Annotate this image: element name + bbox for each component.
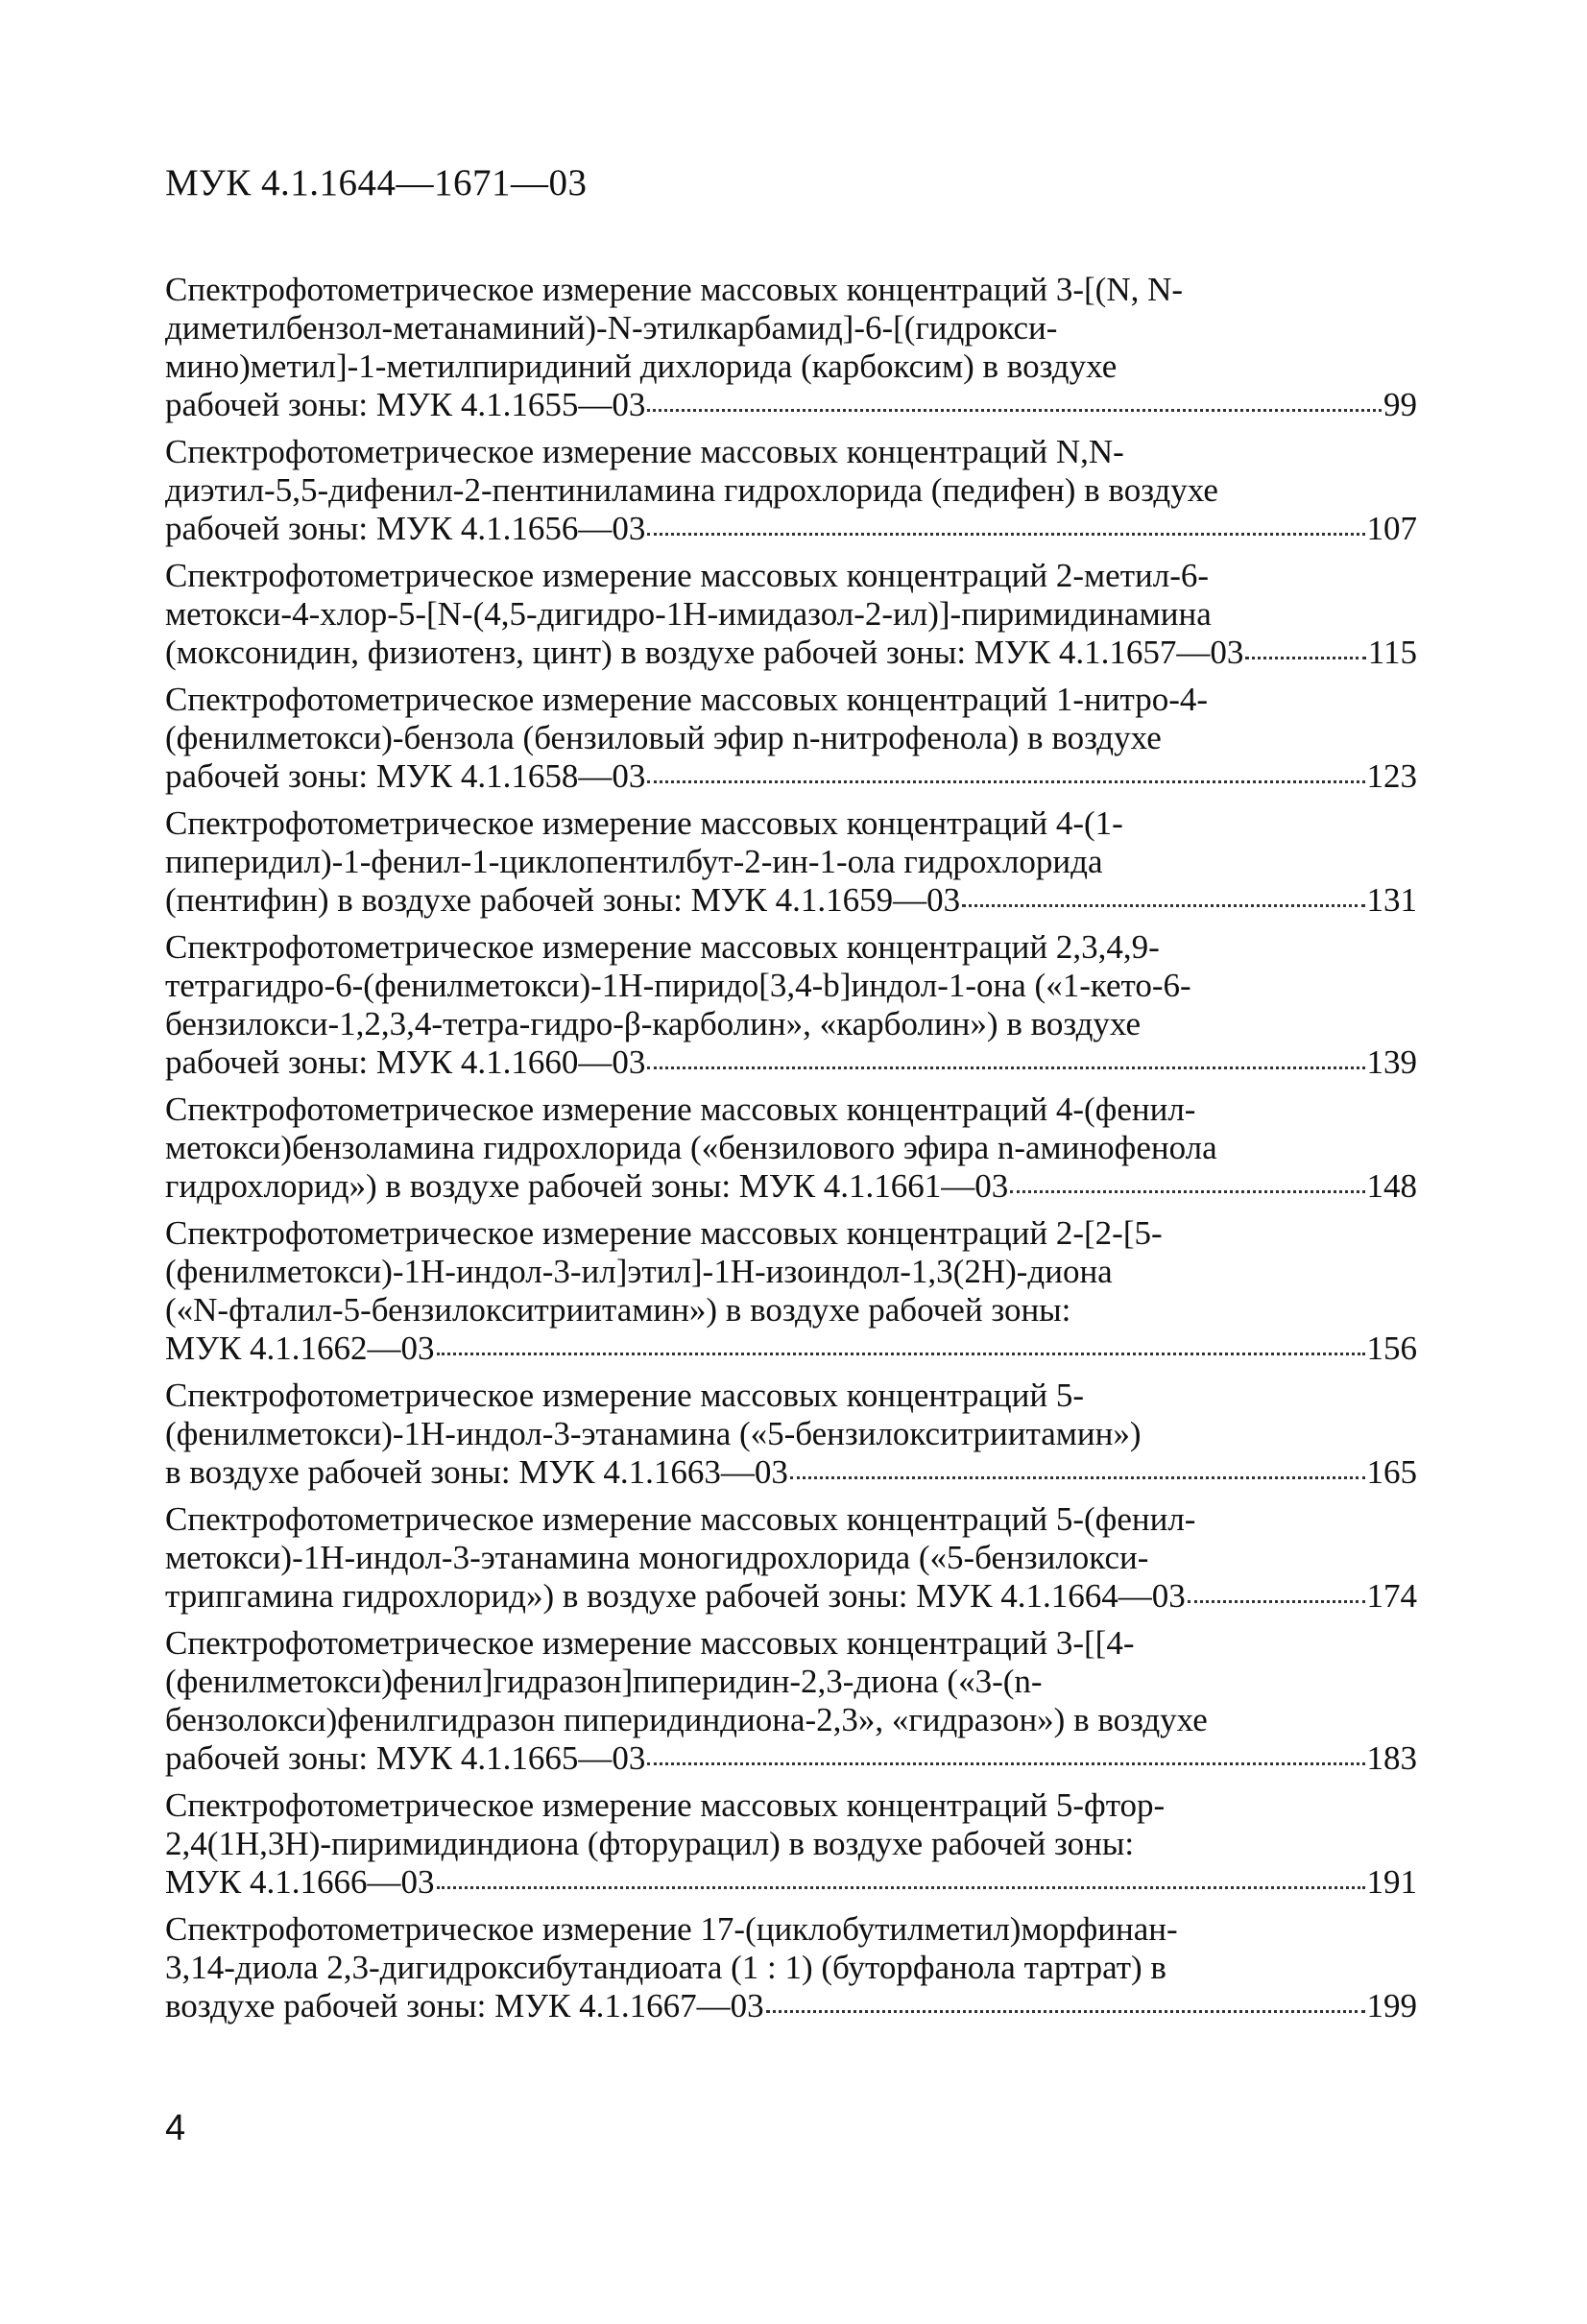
dot-leader [647,780,1364,783]
toc-entry-reference: рабочей зоны: МУК 4.1.1665—03 [165,1739,646,1777]
toc-entry-line: метокси-4-хлор-5-[N-(4,5-дигидро-1Н-имидазол-2-ил)]-пиримидинамина [165,595,1212,633]
toc-entry [165,1624,1417,1778]
toc-entry [165,1214,1417,1368]
dot-leader [647,409,1382,412]
dot-leader [1010,1190,1364,1193]
toc-entry-line: Спектрофотометрическое измерение массовых концентраций 2,3,4,9- [165,928,1160,966]
toc-entry-reference: рабочей зоны: МУК 4.1.1658—03 [165,757,646,795]
toc-page-number: 174 [1366,1577,1417,1615]
toc-entry-reference: гидрохлорид») в воздухе рабочей зоны: МУК 4.1.1661—03 [165,1167,1009,1205]
toc-entry-last-line [165,1330,1417,1368]
dot-leader [1188,1600,1365,1603]
toc-entry [165,928,1417,1082]
toc-entry-line: Спектрофотометрическое измерение массовых концентраций 4-(фенил- [165,1090,1196,1128]
toc-entry-line: мино)метил]-1-метилпиридиний дихлорида (карбоксим) в воздухе [165,347,1118,385]
table-of-contents [165,271,1417,2034]
toc-entry-last-line [165,386,1417,424]
toc-page-number: 99 [1383,386,1417,423]
toc-page-number: 191 [1366,1863,1417,1901]
toc-entry-line: Спектрофотометрическое измерение массовых концентраций 1-нитро-4- [165,681,1209,718]
toc-entry [165,1090,1417,1206]
toc-entry [165,1377,1417,1492]
dot-leader [790,1476,1365,1479]
toc-entry-line: Спектрофотометрическое измерение 17-(циклобутилметил)морфинан- [165,1910,1178,1948]
toc-entry-last-line [165,510,1417,548]
toc-entry-last-line [165,634,1417,672]
dot-leader [437,1353,1365,1355]
toc-entry-last-line [165,1987,1417,2025]
toc-entry-last-line [165,1043,1417,1082]
toc-entry-reference: рабочей зоны: МУК 4.1.1656—03 [165,510,646,547]
toc-entry-line: пиперидил)-1-фенил-1-циклопентилбут-2-ин-1-ола гидрохлорида [165,843,1103,880]
toc-page-number: 165 [1366,1453,1417,1491]
toc-entry-last-line [165,881,1417,920]
dot-leader [437,1886,1365,1889]
toc-entry-last-line [165,757,1417,796]
page-number: 4 [165,2108,186,2148]
toc-page-number: 131 [1366,881,1417,919]
toc-entry [165,1786,1417,1902]
toc-entry-reference: рабочей зоны: МУК 4.1.1655—03 [165,386,646,423]
toc-entry-reference: воздухе рабочей зоны: МУК 4.1.1667—03 [165,1987,764,2025]
toc-entry [165,804,1417,920]
toc-entry-last-line [165,1739,1417,1778]
toc-entry [165,1500,1417,1616]
toc-entry-line: Спектрофотометрическое измерение массовых концентраций 2-[2-[5- [165,1214,1163,1252]
running-header: МУК 4.1.1644—1671—03 [165,162,588,204]
toc-entry-line: (фенилметокси)-бензола (бензиловый эфир n-нитрофенола) в воздухе [165,719,1162,756]
toc-entry-line: Спектрофотометрическое измерение массовых концентраций 4-(1- [165,804,1123,842]
toc-entry-line: метокси)бензоламина гидрохлорида («бензилового эфира n-аминофенола [165,1129,1217,1166]
toc-entry [165,1910,1417,2025]
toc-entry-line: бензилокси-1,2,3,4-тетра-гидро-β-карболин», «карболин») в воздухе [165,1005,1142,1042]
toc-page-number: 148 [1366,1167,1417,1205]
toc-entry-line: диметилбензол-метанаминий)-N-этилкарбамид]-6-[(гидрокси- [165,309,1058,347]
toc-entry-line: Спектрофотометрическое измерение массовых концентраций 2-метил-6- [165,557,1209,594]
toc-entry-line: Спектрофотометрическое измерение массовых концентраций 5-(фенил- [165,1500,1196,1538]
dot-leader [1245,657,1365,659]
toc-entry-reference: рабочей зоны: МУК 4.1.1660—03 [165,1043,646,1081]
toc-page-number: 183 [1366,1739,1417,1777]
dot-leader [647,533,1364,536]
toc-page-number: 139 [1366,1043,1417,1081]
toc-entry [165,681,1417,796]
toc-entry-line: бензолокси)фенилгидразон пиперидиндиона-2,3», «гидразон») в воздухе [165,1701,1208,1738]
toc-entry-line: (фенилметокси)-1Н-индол-3-ил]этил]-1Н-изоиндол-1,3(2Н)-диона [165,1253,1113,1290]
toc-entry-reference: в воздухе рабочей зоны: МУК 4.1.1663—03 [165,1453,788,1491]
toc-entry-line: Спектрофотометрическое измерение массовых концентраций 3-[(N, N- [165,271,1184,308]
toc-entry-reference: (пентифин) в воздухе рабочей зоны: МУК 4.1.1659—03 [165,881,961,919]
dot-leader [647,1762,1364,1765]
toc-entry-line: Спектрофотометрическое измерение массовых концентраций N,N- [165,433,1124,470]
toc-page-number: 156 [1366,1330,1417,1367]
toc-entry [165,557,1417,672]
toc-entry-reference: (моксонидин, физиотенз, цинт) в воздухе рабочей зоны: МУК 4.1.1657—03 [165,634,1244,671]
toc-entry-line: 2,4(1Н,3Н)-пиримидиндиона (фторурацил) в воздухе рабочей зоны: [165,1825,1135,1862]
toc-entry-line: (фенилметокси)фенил]гидразон]пиперидин-2,3-диона («3-(n- [165,1663,1043,1700]
toc-page-number: 107 [1366,510,1417,547]
toc-entry-line: (фенилметокси)-1Н-индол-3-этанамина («5-бензилокситриитамин») [165,1415,1142,1452]
toc-entry-last-line [165,1863,1417,1902]
toc-page-number: 115 [1367,634,1417,671]
toc-entry-last-line [165,1453,1417,1492]
toc-entry-reference: МУК 4.1.1666—03 [165,1863,435,1901]
toc-entry-last-line [165,1167,1417,1206]
toc-page-number: 199 [1366,1987,1417,2025]
dot-leader [647,1066,1364,1069]
toc-entry-line: («N-фталил-5-бензилокситриитамин») в воздухе рабочей зоны: [165,1291,1071,1329]
toc-entry-line: диэтил-5,5-дифенил-2-пентиниламина гидрохлорида (педифен) в воздухе [165,471,1218,509]
toc-entry-line: метокси)-1Н-индол-3-этанамина моногидрохлорида («5-бензилокси- [165,1539,1149,1576]
toc-entry-reference: МУК 4.1.1662—03 [165,1330,435,1367]
dot-leader [962,904,1364,907]
toc-entry-line: 3,14-диола 2,3-дигидроксибутандиоата (1 : 1) (буторфанола тартрат) в [165,1949,1166,1986]
toc-entry-line: Спектрофотометрическое измерение массовых концентраций 3-[[4- [165,1624,1135,1662]
toc-entry-reference: трипгамина гидрохлорид») в воздухе рабочей зоны: МУК 4.1.1664—03 [165,1577,1186,1615]
dot-leader [766,2010,1365,2013]
toc-entry [165,271,1417,424]
toc-page-number: 123 [1366,757,1417,795]
toc-entry-last-line [165,1577,1417,1616]
toc-entry-line: Спектрофотометрическое измерение массовых концентраций 5-фтор- [165,1786,1166,1824]
toc-entry-line: тетрагидро-6-(фенилметокси)-1Н-пиридо[3,4-b]индол-1-она («1-кето-6- [165,967,1191,1004]
toc-entry [165,433,1417,548]
toc-entry-line: Спектрофотометрическое измерение массовых концентраций 5- [165,1377,1085,1414]
